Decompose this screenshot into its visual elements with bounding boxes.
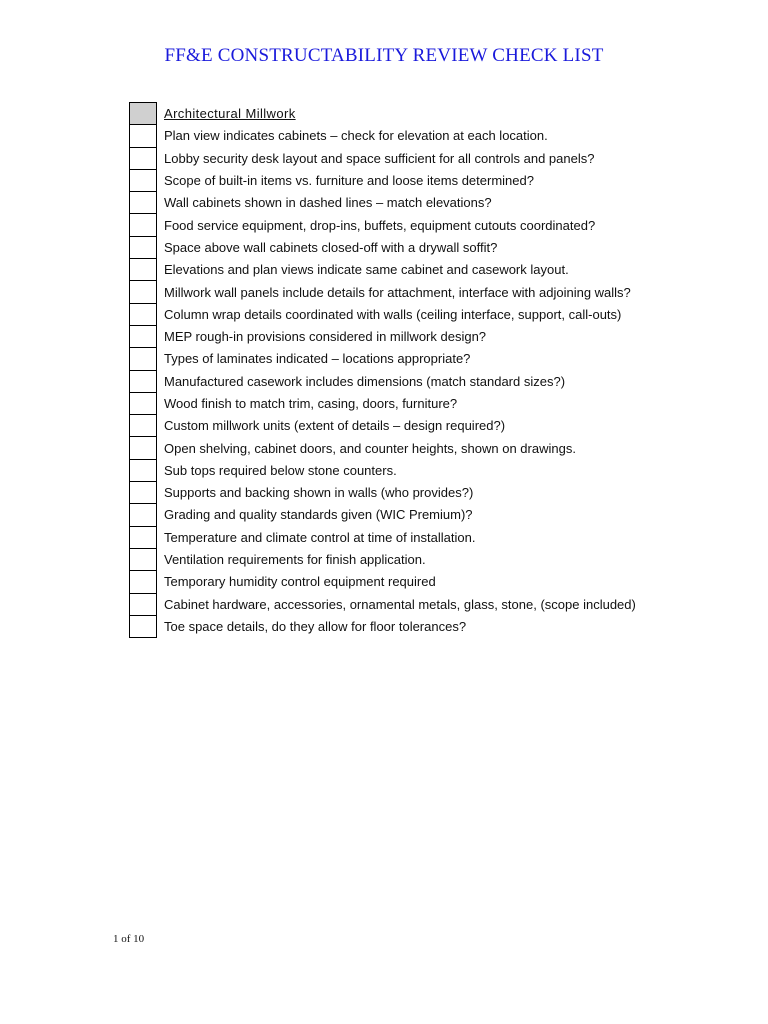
checklist-row	[130, 482, 637, 504]
checklist-item-text: Wood finish to match trim, casing, doors, furniture?	[164, 396, 458, 411]
checklist-item-text: Scope of built-in items vs. furniture and loose items determined?	[164, 173, 534, 189]
page-title: FF&E CONSTRUCTABILITY REVIEW CHECK LIST	[164, 45, 604, 66]
checklist-item-text: Column wrap details coordinated with walls (ceiling interface, support, call-outs)	[164, 306, 622, 322]
checklist-checkbox[interactable]	[130, 415, 157, 437]
checklist-item-text: Supports and backing shown in walls (who provides?)	[164, 485, 474, 501]
section-heading-checkbox	[130, 103, 157, 125]
checklist-item-text: Food service equipment, drop-ins, buffets, equipment cutouts coordinated?	[164, 217, 596, 233]
checklist-checkbox[interactable]	[130, 504, 157, 526]
checklist-checkbox[interactable]	[130, 437, 157, 459]
checklist-checkbox[interactable]	[130, 214, 157, 236]
checklist-item-text: Plan view indicates cabinets – check for elevation at each location.	[164, 128, 548, 144]
checklist-row	[130, 348, 637, 370]
checklist-table	[129, 102, 637, 638]
checklist-row	[130, 571, 637, 593]
checklist-row	[130, 459, 637, 481]
checklist-item-text: Manufactured casework includes dimensions (match standard sizes?)	[164, 373, 566, 389]
checklist-item-text: Open shelving, cabinet doors, and counter heights, shown on drawings.	[164, 440, 576, 456]
checklist-checkbox[interactable]	[130, 593, 157, 615]
checklist-row	[130, 415, 637, 437]
checklist-checkbox[interactable]	[130, 459, 157, 481]
checklist-item-text: Types of laminates indicated – locations appropriate?	[164, 351, 471, 367]
checklist-checkbox[interactable]	[130, 147, 157, 169]
checklist-item-text: Custom millwork units (extent of details – design required?)	[164, 418, 506, 434]
checklist-item-text: Wall cabinets shown in dashed lines – match elevations?	[164, 195, 492, 211]
checklist-row	[130, 214, 637, 236]
checklist-row	[130, 392, 637, 414]
checklist-item-text: Temperature and climate control at time of installation.	[164, 529, 476, 545]
checklist-item-text: Grading and quality standards given (WIC Premium)?	[164, 507, 473, 523]
checklist-item-text: Elevations and plan views indicate same cabinet and casework layout.	[164, 262, 569, 278]
checklist-row	[130, 125, 637, 147]
checklist-row	[130, 437, 637, 459]
checklist-body	[130, 103, 637, 638]
checklist-checkbox[interactable]	[130, 348, 157, 370]
checklist-checkbox[interactable]	[130, 125, 157, 147]
checklist-row	[130, 236, 637, 258]
checklist-checkbox[interactable]	[130, 548, 157, 570]
checklist-checkbox[interactable]	[130, 281, 157, 303]
checklist-item-text: Sub tops required below stone counters.	[164, 462, 397, 478]
checklist-row	[130, 169, 637, 191]
checklist-item-text: Temporary humidity control equipment required	[164, 574, 436, 590]
checklist-row	[130, 370, 637, 392]
checklist-row	[130, 325, 637, 347]
checklist-checkbox[interactable]	[130, 615, 157, 637]
checklist-row	[130, 259, 637, 281]
checklist-item-text: Cabinet hardware, accessories, ornamental metals, glass, stone, (scope included)	[164, 596, 636, 612]
checklist-item-text: MEP rough-in provisions considered in millwork design?	[164, 329, 487, 345]
checklist-item-text: Lobby security desk layout and space sufficient for all controls and panels?	[164, 150, 595, 166]
checklist-checkbox[interactable]	[130, 259, 157, 281]
checklist-checkbox[interactable]	[130, 571, 157, 593]
checklist-checkbox[interactable]	[130, 482, 157, 504]
checklist-checkbox[interactable]	[130, 370, 157, 392]
checklist-checkbox[interactable]	[130, 392, 157, 414]
checklist-item-text: Ventilation requirements for finish application.	[164, 552, 426, 568]
section-heading: Architectural Millwork	[164, 106, 296, 122]
checklist-checkbox[interactable]	[130, 303, 157, 325]
checklist-row	[130, 303, 637, 325]
checklist-row	[130, 147, 637, 169]
checklist-row	[130, 548, 637, 570]
checklist-item-text: Space above wall cabinets closed-off with a drywall soffit?	[164, 239, 498, 255]
section-heading-row	[130, 103, 637, 125]
checklist-row	[130, 615, 637, 637]
checklist-row	[130, 526, 637, 548]
checklist-row	[130, 281, 637, 303]
checklist-checkbox[interactable]	[130, 192, 157, 214]
checklist-checkbox[interactable]	[130, 526, 157, 548]
checklist-row	[130, 192, 637, 214]
checklist-checkbox[interactable]	[130, 169, 157, 191]
checklist-item-text: Millwork wall panels include details for attachment, interface with adjoining walls?	[164, 284, 631, 300]
checklist-row	[130, 593, 637, 615]
checklist-item-text: Toe space details, do they allow for floor tolerances?	[164, 618, 467, 634]
checklist-checkbox[interactable]	[130, 325, 157, 347]
checklist-checkbox[interactable]	[130, 236, 157, 258]
checklist-row	[130, 504, 637, 526]
page-number: 1 of 10	[113, 933, 145, 945]
